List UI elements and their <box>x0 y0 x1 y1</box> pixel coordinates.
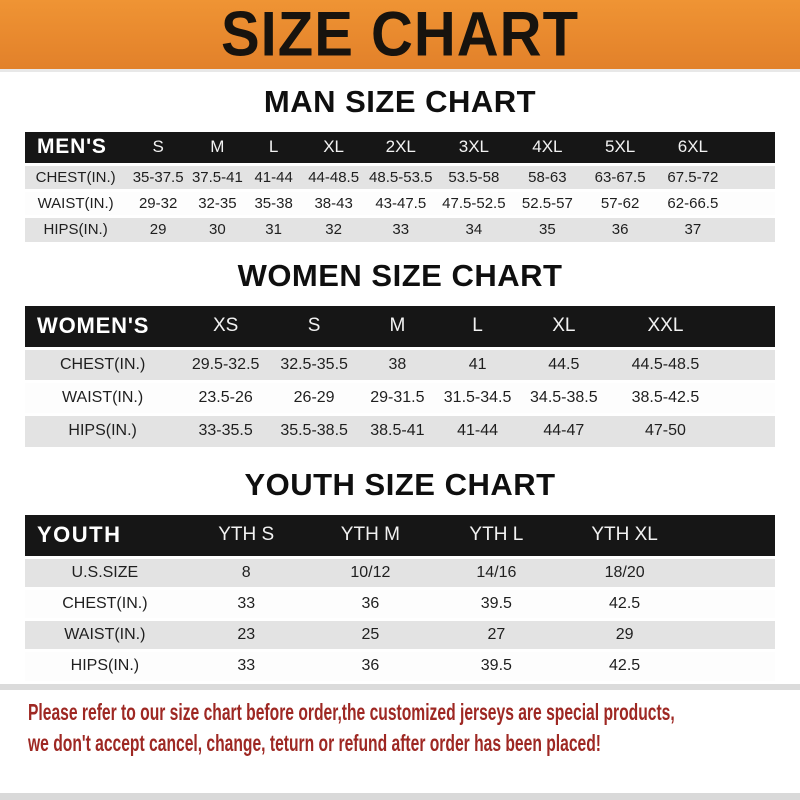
size-cell <box>729 164 775 190</box>
size-cell: 58-63 <box>511 164 584 190</box>
col-header: YTH M <box>340 524 400 546</box>
size-cell: 35-37.5 <box>126 164 190 190</box>
size-cell: 36 <box>584 216 657 242</box>
col-header: YTH XL <box>591 524 658 546</box>
youth-section-heading: YOUTH SIZE CHART <box>244 467 556 502</box>
size-cell <box>689 588 775 619</box>
size-cell: 38.5-41 <box>357 414 437 447</box>
size-cell <box>721 414 775 447</box>
size-cell: 33 <box>365 216 437 242</box>
table-row <box>25 619 775 650</box>
size-cell: 53.5-58 <box>437 164 511 190</box>
row-label: WAIST(IN.) <box>25 190 126 216</box>
size-cell: 34.5-38.5 <box>518 381 610 414</box>
size-cell <box>689 650 775 681</box>
table-group-label: WOMEN'S <box>37 313 150 339</box>
size-cell: 38-43 <box>303 190 365 216</box>
row-label: CHEST(IN.) <box>25 348 180 381</box>
youth-size-table <box>25 515 775 681</box>
size-cell <box>689 557 775 588</box>
col-header: YTH S <box>218 524 275 546</box>
row-label: CHEST(IN.) <box>25 164 126 190</box>
size-cell: 41 <box>437 348 517 381</box>
col-header: 6XL <box>677 137 708 157</box>
men-header-row <box>25 132 775 164</box>
table-row <box>25 216 775 242</box>
row-label: U.S.SIZE <box>25 557 185 588</box>
size-cell: 34 <box>437 216 511 242</box>
size-cell: 47-50 <box>610 414 721 447</box>
size-cell: 37.5-41 <box>190 164 245 190</box>
size-cell: 41-44 <box>245 164 303 190</box>
table-row <box>25 414 775 447</box>
table-row <box>25 348 775 381</box>
banner-title: SIZE CHART <box>221 0 579 70</box>
size-cell: 57-62 <box>584 190 657 216</box>
women-header-row <box>25 306 775 348</box>
size-cell: 29 <box>126 216 190 242</box>
col-header: 4XL <box>532 137 563 157</box>
col-header: L <box>268 137 279 157</box>
table-group-label: YOUTH <box>37 522 122 548</box>
size-cell: 47.5-52.5 <box>437 190 511 216</box>
size-cell: 25 <box>308 619 433 650</box>
row-label: HIPS(IN.) <box>25 216 126 242</box>
men-size-table <box>25 132 775 242</box>
men-section-heading: MAN SIZE CHART <box>263 84 537 119</box>
size-cell: 35.5-38.5 <box>271 414 357 447</box>
divider-strip <box>0 684 800 690</box>
col-header: XL <box>323 137 345 157</box>
size-cell: 23.5-26 <box>180 381 271 414</box>
size-cell: 38 <box>357 348 437 381</box>
size-cell: 62-66.5 <box>656 190 729 216</box>
size-cell: 32 <box>303 216 365 242</box>
col-header: 5XL <box>604 137 636 157</box>
size-cell: 33 <box>185 588 308 619</box>
size-cell: 29-32 <box>126 190 190 216</box>
col-header: S <box>152 137 164 157</box>
header-filler <box>689 515 775 557</box>
col-header: XXL <box>647 315 684 337</box>
size-cell: 39.5 <box>433 588 560 619</box>
row-label: HIPS(IN.) <box>25 650 185 681</box>
size-cell: 35 <box>511 216 584 242</box>
size-cell: 35-38 <box>245 190 303 216</box>
size-cell: 29.5-32.5 <box>180 348 271 381</box>
women-section-heading: WOMEN SIZE CHART <box>237 258 563 293</box>
col-header: L <box>472 315 483 337</box>
col-header: XS <box>212 315 239 337</box>
size-cell: 67.5-72 <box>656 164 729 190</box>
size-cell: 44-48.5 <box>303 164 365 190</box>
table-row <box>25 190 775 216</box>
size-cell: 23 <box>185 619 308 650</box>
size-cell: 33-35.5 <box>180 414 271 447</box>
bottom-strip <box>0 793 800 800</box>
size-cell: 36 <box>308 650 433 681</box>
size-cell: 26-29 <box>271 381 357 414</box>
header-filler <box>729 132 775 164</box>
women-size-table <box>25 306 775 447</box>
note-line-2: we don't accept cancel, change, teturn or refund after order has been placed! <box>28 730 601 756</box>
table-row <box>25 557 775 588</box>
size-cell: 44-47 <box>518 414 610 447</box>
col-header: XL <box>552 315 576 337</box>
size-cell: 43-47.5 <box>365 190 437 216</box>
table-row <box>25 164 775 190</box>
size-cell: 32.5-35.5 <box>271 348 357 381</box>
row-label: CHEST(IN.) <box>25 588 185 619</box>
size-cell: 8 <box>185 557 308 588</box>
col-header: 2XL <box>385 137 416 157</box>
size-cell: 42.5 <box>560 588 690 619</box>
size-cell: 37 <box>656 216 729 242</box>
row-label: WAIST(IN.) <box>25 619 185 650</box>
size-cell: 32-35 <box>190 190 245 216</box>
size-cell <box>729 216 775 242</box>
youth-header-row <box>25 515 775 557</box>
size-cell: 31.5-34.5 <box>437 381 517 414</box>
size-cell: 30 <box>190 216 245 242</box>
size-cell: 38.5-42.5 <box>610 381 721 414</box>
size-cell <box>721 381 775 414</box>
size-cell: 44.5 <box>518 348 610 381</box>
size-cell: 63-67.5 <box>584 164 657 190</box>
size-cell: 27 <box>433 619 560 650</box>
size-cell: 44.5-48.5 <box>610 348 721 381</box>
row-label: HIPS(IN.) <box>25 414 180 447</box>
table-row <box>25 381 775 414</box>
col-header: 3XL <box>458 137 489 157</box>
table-group-label: MEN'S <box>37 135 107 159</box>
size-cell: 48.5-53.5 <box>365 164 437 190</box>
size-chart-banner <box>0 0 800 72</box>
size-cell: 36 <box>308 588 433 619</box>
size-cell: 29 <box>560 619 690 650</box>
col-header: S <box>307 315 321 337</box>
size-cell: 42.5 <box>560 650 690 681</box>
size-cell <box>729 190 775 216</box>
col-header: M <box>210 137 225 157</box>
row-label: WAIST(IN.) <box>25 381 180 414</box>
size-cell: 14/16 <box>433 557 560 588</box>
size-cell: 29-31.5 <box>357 381 437 414</box>
header-filler <box>721 306 775 348</box>
size-cell: 41-44 <box>437 414 517 447</box>
size-cell: 33 <box>185 650 308 681</box>
size-cell: 39.5 <box>433 650 560 681</box>
col-header: M <box>389 315 406 337</box>
size-cell <box>689 619 775 650</box>
col-header: YTH L <box>469 524 524 546</box>
table-row <box>25 650 775 681</box>
order-note <box>28 697 800 759</box>
size-cell: 52.5-57 <box>511 190 584 216</box>
size-cell <box>721 348 775 381</box>
size-cell: 10/12 <box>308 557 433 588</box>
size-cell: 18/20 <box>560 557 690 588</box>
size-cell: 31 <box>245 216 303 242</box>
table-row <box>25 588 775 619</box>
note-line-1: Please refer to our size chart before order,the customized jerseys are special products, <box>28 699 675 725</box>
